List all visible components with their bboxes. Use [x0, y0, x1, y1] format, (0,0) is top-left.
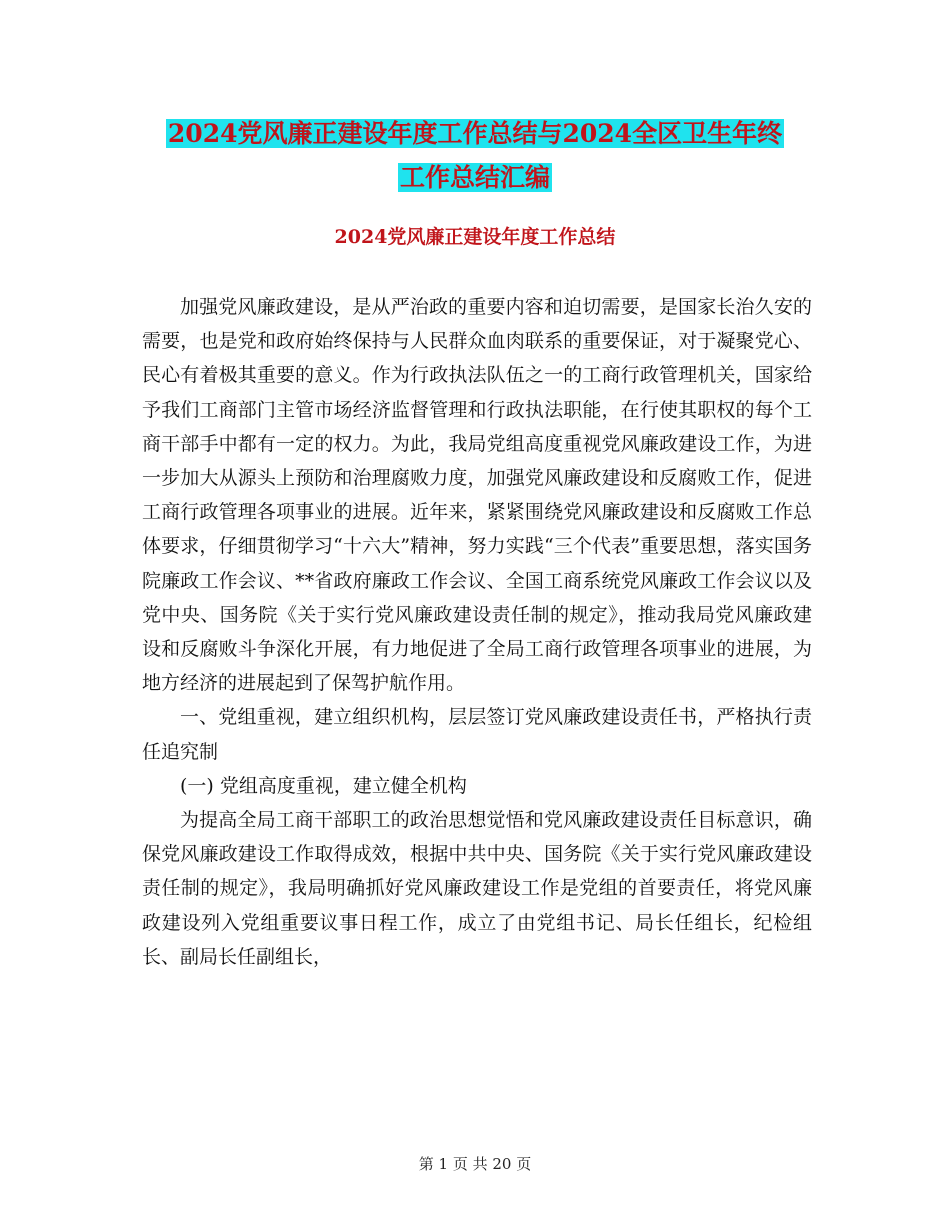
document-title-line-1: 2024党风廉正建设年度工作总结与2024全区卫生年终	[167, 119, 783, 148]
paragraph-subheading-1: (一) 党组高度重视，建立健全机构	[180, 774, 467, 797]
paragraph-body-2: 为提高全局工商干部职工的政治思想觉悟和党风廉政建设责任目标意识，确保党风廉政建设工作取得成效，根据中共中央、国务院《关于实行党风廉政建设责任制的规定》，我局明确抓好党风廉政建设工作是党组的首要责任，将党风廉政建设列入党组重要议事日程工作，成立了由党组书记、局长任组长，纪检组长、副局长任副组长，	[142, 809, 812, 968]
paragraph-intro: 加强党风廉政建设，是从严治政的重要内容和迫切需要，是国家长治久安的需要，也是党和政府始终保持与人民群众血肉联系的重要保证，对于凝聚党心、民心有着极其重要的意义。作为行政执法队伍之一的工商行政管理机关，国家给予我们工商部门主管市场经济监督管理和行政执法职能，在行使其职权的每个工商干部手中都有一定的权力。为此，我局党组高度重视党风廉政建设工作，为进一步加大从源头上预防和治理腐败力度，加强党风廉政建设和反腐败工作，促进工商行政管理各项事业的进展。近年来，紧紧围绕党风廉政建设和反腐败工作总体要求，仔细贯彻学习“十六大”精神，努力实践“三个代表”重要思想，落实国务院廉政工作会议、**省政府廉政工作会议、全国工商系统党风廉政工作会议以及党中央、国务院《关于实行党风廉政建设责任制的规定》，推动我局党风廉政建设和反腐败斗争深化开展，有力地促进了全局工商行政管理各项事业的进展，为地方经济的进展起到了保驾护航作用。	[142, 296, 812, 695]
document-body	[142, 290, 812, 974]
page-footer: 第 1 页 共 20 页	[418, 1155, 532, 1173]
section-title: 2024党风廉正建设年度工作总结	[334, 226, 616, 248]
paragraph-heading-1: 一、党组重视，建立组织机构，层层签订党风廉政建设责任书，严格执行责任追究制	[142, 706, 812, 763]
document-title-line-2: 工作总结汇编	[399, 163, 550, 192]
